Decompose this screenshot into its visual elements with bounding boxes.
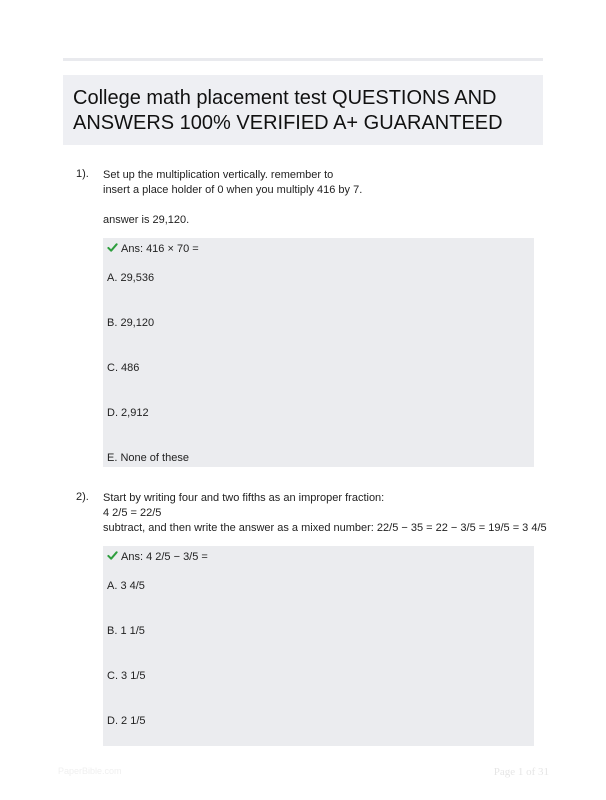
question-2-option-d: D. 2 1/5 [107, 715, 146, 727]
question-2-option-a: A. 3 4/5 [107, 580, 145, 592]
question-1-answer [107, 242, 199, 255]
question-2-answer [107, 550, 208, 563]
question-2-option-b: B. 1 1/5 [107, 625, 145, 637]
question-1-line-1: Set up the multiplication vertically. remember to [103, 169, 334, 181]
question-1-answer-box [103, 238, 534, 467]
document-title-line-1: College math placement test QUESTIONS AND [73, 87, 497, 109]
question-1-number: 1). [76, 168, 89, 180]
question-1-option-b: B. 29,120 [107, 317, 155, 329]
question-1-option-e: E. None of these [107, 452, 189, 464]
question-2-line-3: subtract, and then write the answer as a mixed number: 22/5 − 35 = 22 − 3/5 = 19/5 = 3 4/5 [103, 522, 547, 534]
question-1-option-a: A. 29,536 [107, 272, 155, 284]
document-title-line-2: ANSWERS 100% VERIFIED A+ GUARANTEED [73, 112, 503, 134]
title-banner [63, 75, 543, 145]
question-1-answer-text: Ans: 416 × 70 = [121, 243, 199, 255]
footer-watermark: PaperBible.com [58, 766, 122, 776]
question-1-note: answer is 29,120. [103, 214, 190, 226]
question-2-answer-box [103, 546, 534, 746]
question-2-line-2: 4 2/5 = 22/5 [103, 507, 162, 519]
checkmark-icon [107, 550, 118, 561]
question-2-option-c: C. 3 1/5 [107, 670, 146, 682]
question-1-line-2: insert a place holder of 0 when you multiply 416 by 7. [103, 184, 363, 196]
question-2-line-1: Start by writing four and two fifths as an improper fraction: [103, 492, 385, 504]
question-1-option-d: D. 2,912 [107, 407, 149, 419]
top-divider [63, 58, 543, 61]
page-number: Page 1 of 31 [493, 766, 549, 778]
question-2-number: 2). [76, 491, 89, 503]
question-1-option-c: C. 486 [107, 362, 140, 374]
checkmark-icon [107, 242, 118, 253]
question-2-answer-text: Ans: 4 2/5 − 3/5 = [121, 551, 208, 563]
